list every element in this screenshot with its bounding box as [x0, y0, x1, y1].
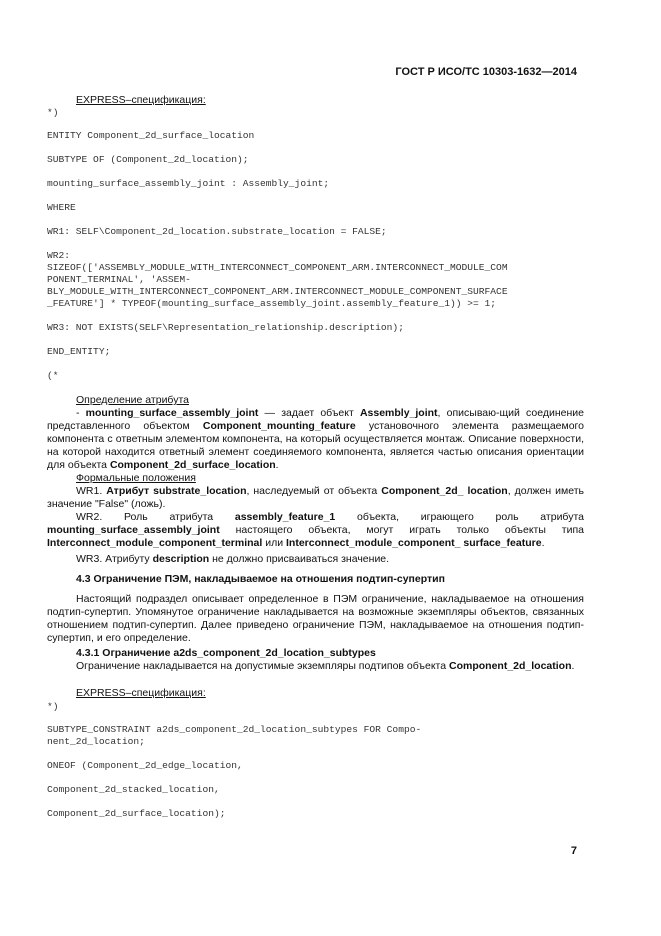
- text-run: Ограничение накладывается на допустимые экземпляры подтипов объекта: [76, 660, 449, 672]
- section-4-3-1-title: [47, 647, 584, 660]
- document-header: ГОСТ Р ИСО/ТС 10303-1632—2014: [395, 66, 577, 78]
- text-run: WR3. Атрибуту: [76, 553, 153, 565]
- subtype-line: SUBTYPE OF (Component_2d_location);: [47, 154, 249, 165]
- comment-open: *): [47, 107, 59, 118]
- section-4-3-1-paragraph: [47, 660, 584, 673]
- text-run: объекта, играющего роль атрибута: [335, 511, 584, 523]
- text-run: , наследуемый от объекта: [246, 485, 382, 497]
- text-run: не должно присваиваться значение.: [209, 553, 390, 565]
- wr2-line-1: SIZEOF(['ASSEMBLY_MODULE_WITH_INTERCONNECT_COMPONENT_ARM.INTERCONNECT_MODULE_COM: [47, 262, 508, 273]
- text-run: настоящего объекта, могут играть только объекты типа: [219, 524, 584, 536]
- text-run: , описываю-щий соединение представленного объектом: [47, 407, 584, 432]
- attribute-line: mounting_surface_assembly_joint : Assembly_joint;: [47, 178, 330, 189]
- subtype-constraint-line-2: nent_2d_location;: [47, 736, 145, 747]
- express-spec-heading-2: EXPRESS–спецификация:: [76, 687, 206, 699]
- stacked-location-line: Component_2d_stacked_location,: [47, 784, 220, 795]
- entity-line: ENTITY Component_2d_surface_location: [47, 130, 255, 141]
- formal-wr3-paragraph: [47, 553, 584, 566]
- page-number: 7: [570, 845, 577, 857]
- term-mounting-surface-assembly-joint: mounting_surface_assembly_joint: [85, 407, 259, 419]
- text-run: .: [571, 660, 575, 672]
- text-run: , должен иметь значение "False" (ложь).: [47, 485, 584, 510]
- wr2-line-3: BLY_MODULE_WITH_INTERCONNECT_COMPONENT_ARM.INTERCONNECT_MODULE_COMPONENT_SURFACE: [47, 286, 508, 297]
- text-run: .: [275, 459, 279, 471]
- text-run: установочного элемента размещаемого компонента с ответным элементом компонента, на который осуществляется монтаж. Описание поверхности, на которой находится ответный элемент соединяемого компонента, является частью описания ориентации для объекта: [47, 420, 584, 471]
- term-mounting-surface-assembly-joint: mounting_surface_assembly_joint: [47, 524, 220, 536]
- text-run: .: [541, 537, 545, 549]
- attribute-definition-paragraph: [47, 407, 584, 472]
- wr2-line-4: _FEATURE'] * TYPEOF(mounting_surface_assembly_joint.assembly_feature_1)) >= 1;: [47, 298, 497, 309]
- attribute-definition-heading: Определение атрибута: [76, 394, 189, 406]
- wr3-line: WR3: NOT EXISTS(SELF\Representation_relationship.description);: [47, 322, 404, 333]
- text-run: -: [76, 407, 86, 419]
- wr1-line: WR1: SELF\Component_2d_location.substrate_location = FALSE;: [47, 226, 387, 237]
- term-assembly-feature-1: assembly_feature_1: [234, 511, 336, 523]
- term-assembly-joint: Assembly_joint: [359, 407, 438, 419]
- text-run: — задает объект: [258, 407, 360, 419]
- oneof-line: ONEOF (Component_2d_edge_location,: [47, 760, 243, 771]
- where-line: WHERE: [47, 202, 76, 213]
- section-4-3-paragraph: Настоящий подраздел описывает определенное в ПЭМ ограничение, накладываемое на отношения подтип-супертип. Упомянутое ограничение накладывается на возможные экземпляры объектов, связанных отношением подтип-супертип. Далее приведено ограничение ПЭМ, накладываемое на отношения подтип-супертип, и его определение.: [47, 593, 584, 644]
- term-interconnect-module-component-surface-feature: Interconnect_module_component_ surface_feature: [286, 537, 542, 549]
- end-entity-line: END_ENTITY;: [47, 346, 111, 357]
- term-component-2d-surface-location: Component_2d_surface_location: [109, 459, 276, 471]
- express-spec-heading: EXPRESS–спецификация:: [76, 94, 206, 106]
- comment-close: (*: [47, 370, 59, 381]
- formal-wr2-paragraph: [47, 511, 584, 550]
- term-description: description: [152, 553, 210, 565]
- term-component-2d-location: Component_2d_ location: [381, 485, 508, 497]
- wr2-line-2: PONENT_TERMINAL', 'ASSEM-: [47, 274, 191, 285]
- term-component-mounting-feature: Component_mounting_feature: [202, 420, 356, 432]
- formal-propositions-heading: Формальные положения: [76, 472, 196, 484]
- term-interconnect-module-component-terminal: Interconnect_module_component_terminal: [47, 537, 263, 549]
- term-component-2d-location: Component_2d_location: [449, 660, 572, 672]
- comment-open-2: *): [47, 701, 59, 712]
- text-run: или: [262, 537, 286, 549]
- subsection-title-text: 4.3.1 Ограничение a2ds_component_2d_location_subtypes: [76, 647, 376, 659]
- wr2-label: WR2:: [47, 250, 71, 261]
- text-run: WR1.: [76, 485, 107, 497]
- formal-wr1-paragraph: [47, 485, 584, 511]
- surface-location-line: Component_2d_surface_location);: [47, 808, 226, 819]
- section-title-text: 4.3 Ограничение ПЭМ, накладываемое на отношения подтип-супертип: [76, 573, 445, 585]
- text-run: WR2. Роль атрибута: [76, 511, 235, 523]
- subtype-constraint-line-1: SUBTYPE_CONSTRAINT a2ds_component_2d_location_subtypes FOR Compo-: [47, 724, 422, 735]
- section-4-3-title: [47, 573, 584, 586]
- term-substrate-location: Атрибут substrate_location: [106, 485, 247, 497]
